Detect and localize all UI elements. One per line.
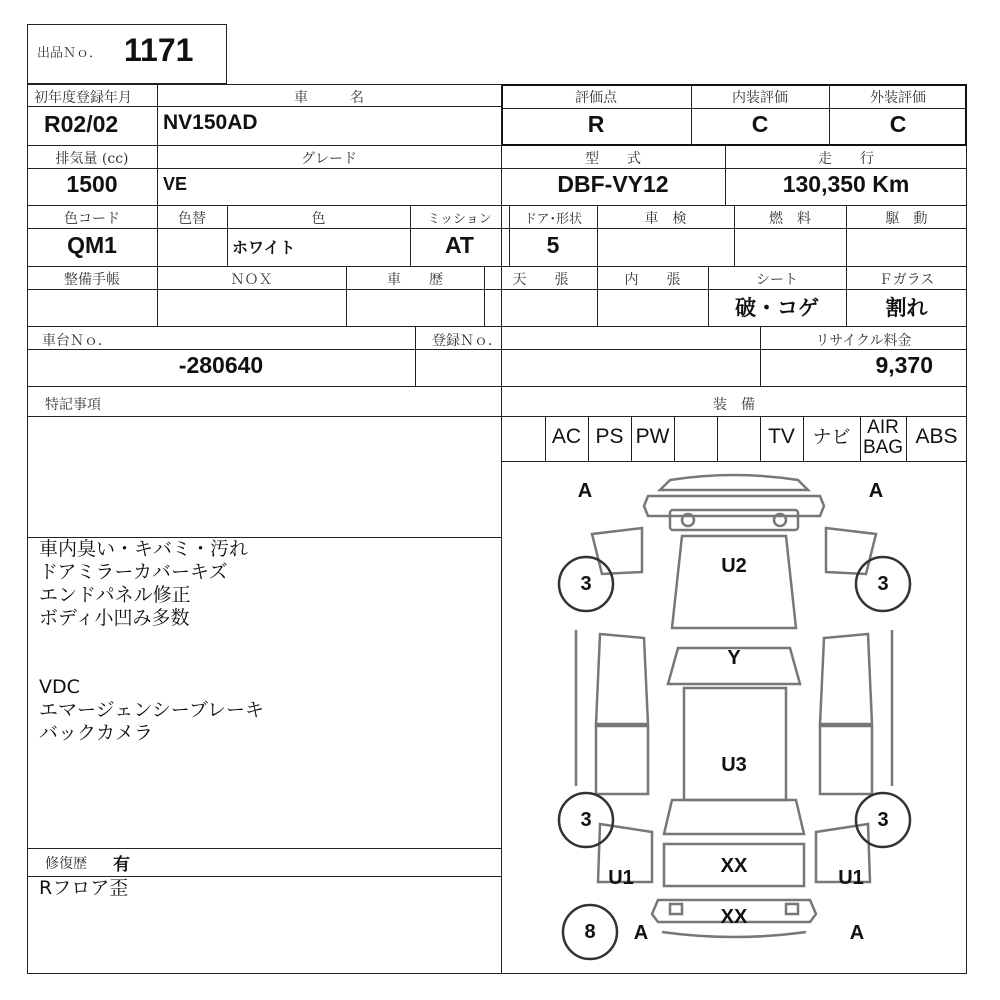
equipment-tv: TV bbox=[768, 425, 795, 448]
mark-windshield: Y bbox=[727, 647, 741, 669]
interior-value: C bbox=[751, 111, 769, 137]
reg-label: 登録Ｎｏ． bbox=[432, 333, 502, 349]
car-name-label: 車 名 bbox=[294, 90, 364, 106]
color-code-label: 色コード bbox=[64, 211, 120, 227]
mark-rear-right-panel: U1 bbox=[838, 867, 864, 889]
model-value: DBF-VY12 bbox=[557, 171, 669, 197]
notes-line: ボディ小凹み多数 bbox=[39, 607, 190, 629]
glass-value: 割れ bbox=[885, 296, 928, 320]
equipment-abs: ABS bbox=[915, 425, 958, 448]
mark-hood: U2 bbox=[721, 555, 747, 577]
rule bbox=[27, 266, 967, 267]
first-reg-label: 初年度登録年月 bbox=[34, 90, 132, 106]
mark-tire-rear-right: 3 bbox=[877, 809, 889, 831]
rule bbox=[27, 326, 967, 327]
repaint-label: 色替 bbox=[178, 211, 206, 227]
doors-label: ドア･形状 bbox=[523, 212, 583, 227]
car-diagram bbox=[502, 462, 966, 973]
score-label: 評価点 bbox=[575, 90, 617, 106]
mark-spare-tire: 8 bbox=[584, 921, 596, 943]
mark-rear-left-corner: A bbox=[633, 922, 649, 944]
rule bbox=[27, 416, 967, 417]
drive-label: 駆 動 bbox=[885, 211, 928, 227]
exterior-label: 外装評価 bbox=[870, 90, 926, 106]
nox-label: ＮＯＸ bbox=[230, 272, 273, 288]
exterior-value: C bbox=[889, 111, 907, 137]
recycle-value: 9,370 bbox=[875, 352, 933, 378]
front-bumper-outline bbox=[660, 475, 808, 490]
mission-value: AT bbox=[445, 232, 474, 258]
option-line: バックカメラ bbox=[39, 722, 154, 744]
rule bbox=[27, 386, 967, 387]
option-line: VDC bbox=[39, 676, 80, 698]
rule bbox=[717, 416, 718, 462]
displacement-label: 排気量 (cc) bbox=[55, 151, 129, 167]
car-name-value: NV150AD bbox=[163, 111, 258, 134]
mark-rear-left-panel: U1 bbox=[608, 867, 634, 889]
mark-front-left: A bbox=[577, 480, 593, 502]
roof-outline bbox=[684, 688, 786, 800]
right-front-door-outline bbox=[820, 634, 872, 724]
rule bbox=[27, 228, 967, 229]
grade-value: VE bbox=[163, 174, 188, 194]
equipment-label: 装 備 bbox=[713, 397, 755, 413]
mission-label: ミッション bbox=[427, 212, 492, 227]
option-line: エマージェンシーブレーキ bbox=[39, 699, 265, 721]
equipment-navi: ナビ bbox=[812, 426, 851, 448]
doors-value: 5 bbox=[546, 232, 560, 258]
mark-tire-front-left: 3 bbox=[580, 573, 592, 595]
equipment-ac: AC bbox=[551, 425, 582, 448]
grade-label: グレード bbox=[301, 151, 357, 167]
hood-outline bbox=[672, 536, 796, 628]
rear-step-outline bbox=[662, 932, 806, 937]
rule bbox=[860, 416, 861, 462]
recycle-label: リサイクル料金 bbox=[815, 333, 912, 349]
chassis-label: 車台Ｎｏ． bbox=[42, 333, 112, 349]
interior-label: 内装評価 bbox=[732, 90, 788, 106]
color-value: ホワイト bbox=[232, 238, 296, 257]
equipment-ps: PS bbox=[595, 425, 624, 448]
mark-rear-glass: XX bbox=[720, 855, 748, 877]
maintenance-label: 整備手帳 bbox=[64, 272, 120, 288]
glass-label: Ｆガラス bbox=[878, 272, 935, 288]
rule bbox=[674, 416, 675, 462]
right-front-fender-outline bbox=[826, 528, 876, 574]
mark-roof: U3 bbox=[721, 754, 747, 776]
tail-lamp-left-outline bbox=[670, 904, 682, 914]
color-code-value: QM1 bbox=[67, 232, 117, 258]
rule bbox=[415, 326, 416, 387]
repair-label: 修復歴 bbox=[45, 856, 87, 872]
headliner-label: 天 張 bbox=[512, 272, 569, 288]
equipment-airbag: AIR BAG bbox=[862, 417, 904, 458]
left-front-fender-outline bbox=[592, 528, 642, 574]
lot-number: 1171 bbox=[124, 32, 194, 68]
fuel-label: 燃 料 bbox=[769, 211, 811, 227]
first-reg-value: R02/02 bbox=[44, 111, 119, 137]
left-rear-door-outline bbox=[596, 726, 648, 794]
tail-lamp-right-outline bbox=[786, 904, 798, 914]
mark-rear-bumper: XX bbox=[720, 906, 748, 928]
mileage-label: 走 行 bbox=[818, 151, 874, 167]
history-label: 車 歴 bbox=[387, 272, 443, 288]
seat-value: 破・コゲ bbox=[735, 296, 819, 320]
inspection-label: 車 検 bbox=[644, 211, 687, 227]
notes-label: 特記事項 bbox=[45, 397, 101, 413]
mark-tire-front-right: 3 bbox=[877, 573, 889, 595]
displacement-value: 1500 bbox=[66, 171, 118, 197]
repair-detail: Rフロア歪 bbox=[39, 877, 129, 899]
mark-front-right: A bbox=[868, 480, 884, 502]
rule bbox=[27, 848, 501, 849]
model-label: 型 式 bbox=[585, 151, 641, 167]
left-front-door-outline bbox=[596, 634, 648, 724]
rule bbox=[27, 168, 967, 169]
chassis-value: -280640 bbox=[178, 352, 264, 378]
notes-line: ドアミラーカバーキズ bbox=[39, 561, 228, 583]
inner-label: 内 張 bbox=[624, 272, 681, 288]
mark-rear-right-corner: A bbox=[849, 922, 865, 944]
rule bbox=[27, 205, 967, 206]
right-rear-door-outline bbox=[820, 726, 872, 794]
repair-value: 有 bbox=[113, 855, 130, 875]
lot-label: 出品Ｎｏ． bbox=[37, 46, 103, 61]
rear-window-outline bbox=[664, 800, 804, 834]
mark-tire-rear-left: 3 bbox=[580, 809, 592, 831]
mileage-value: 130,350 Km bbox=[782, 171, 910, 197]
seat-label: シート bbox=[756, 272, 798, 288]
rule bbox=[27, 289, 967, 290]
color-label: 色 bbox=[311, 211, 326, 227]
score-value: R bbox=[587, 111, 605, 137]
equipment-pw: PW bbox=[635, 425, 670, 448]
notes-line: エンドパネル修正 bbox=[39, 584, 191, 606]
notes-line: 車内臭い・キバミ・汚れ bbox=[39, 538, 249, 560]
